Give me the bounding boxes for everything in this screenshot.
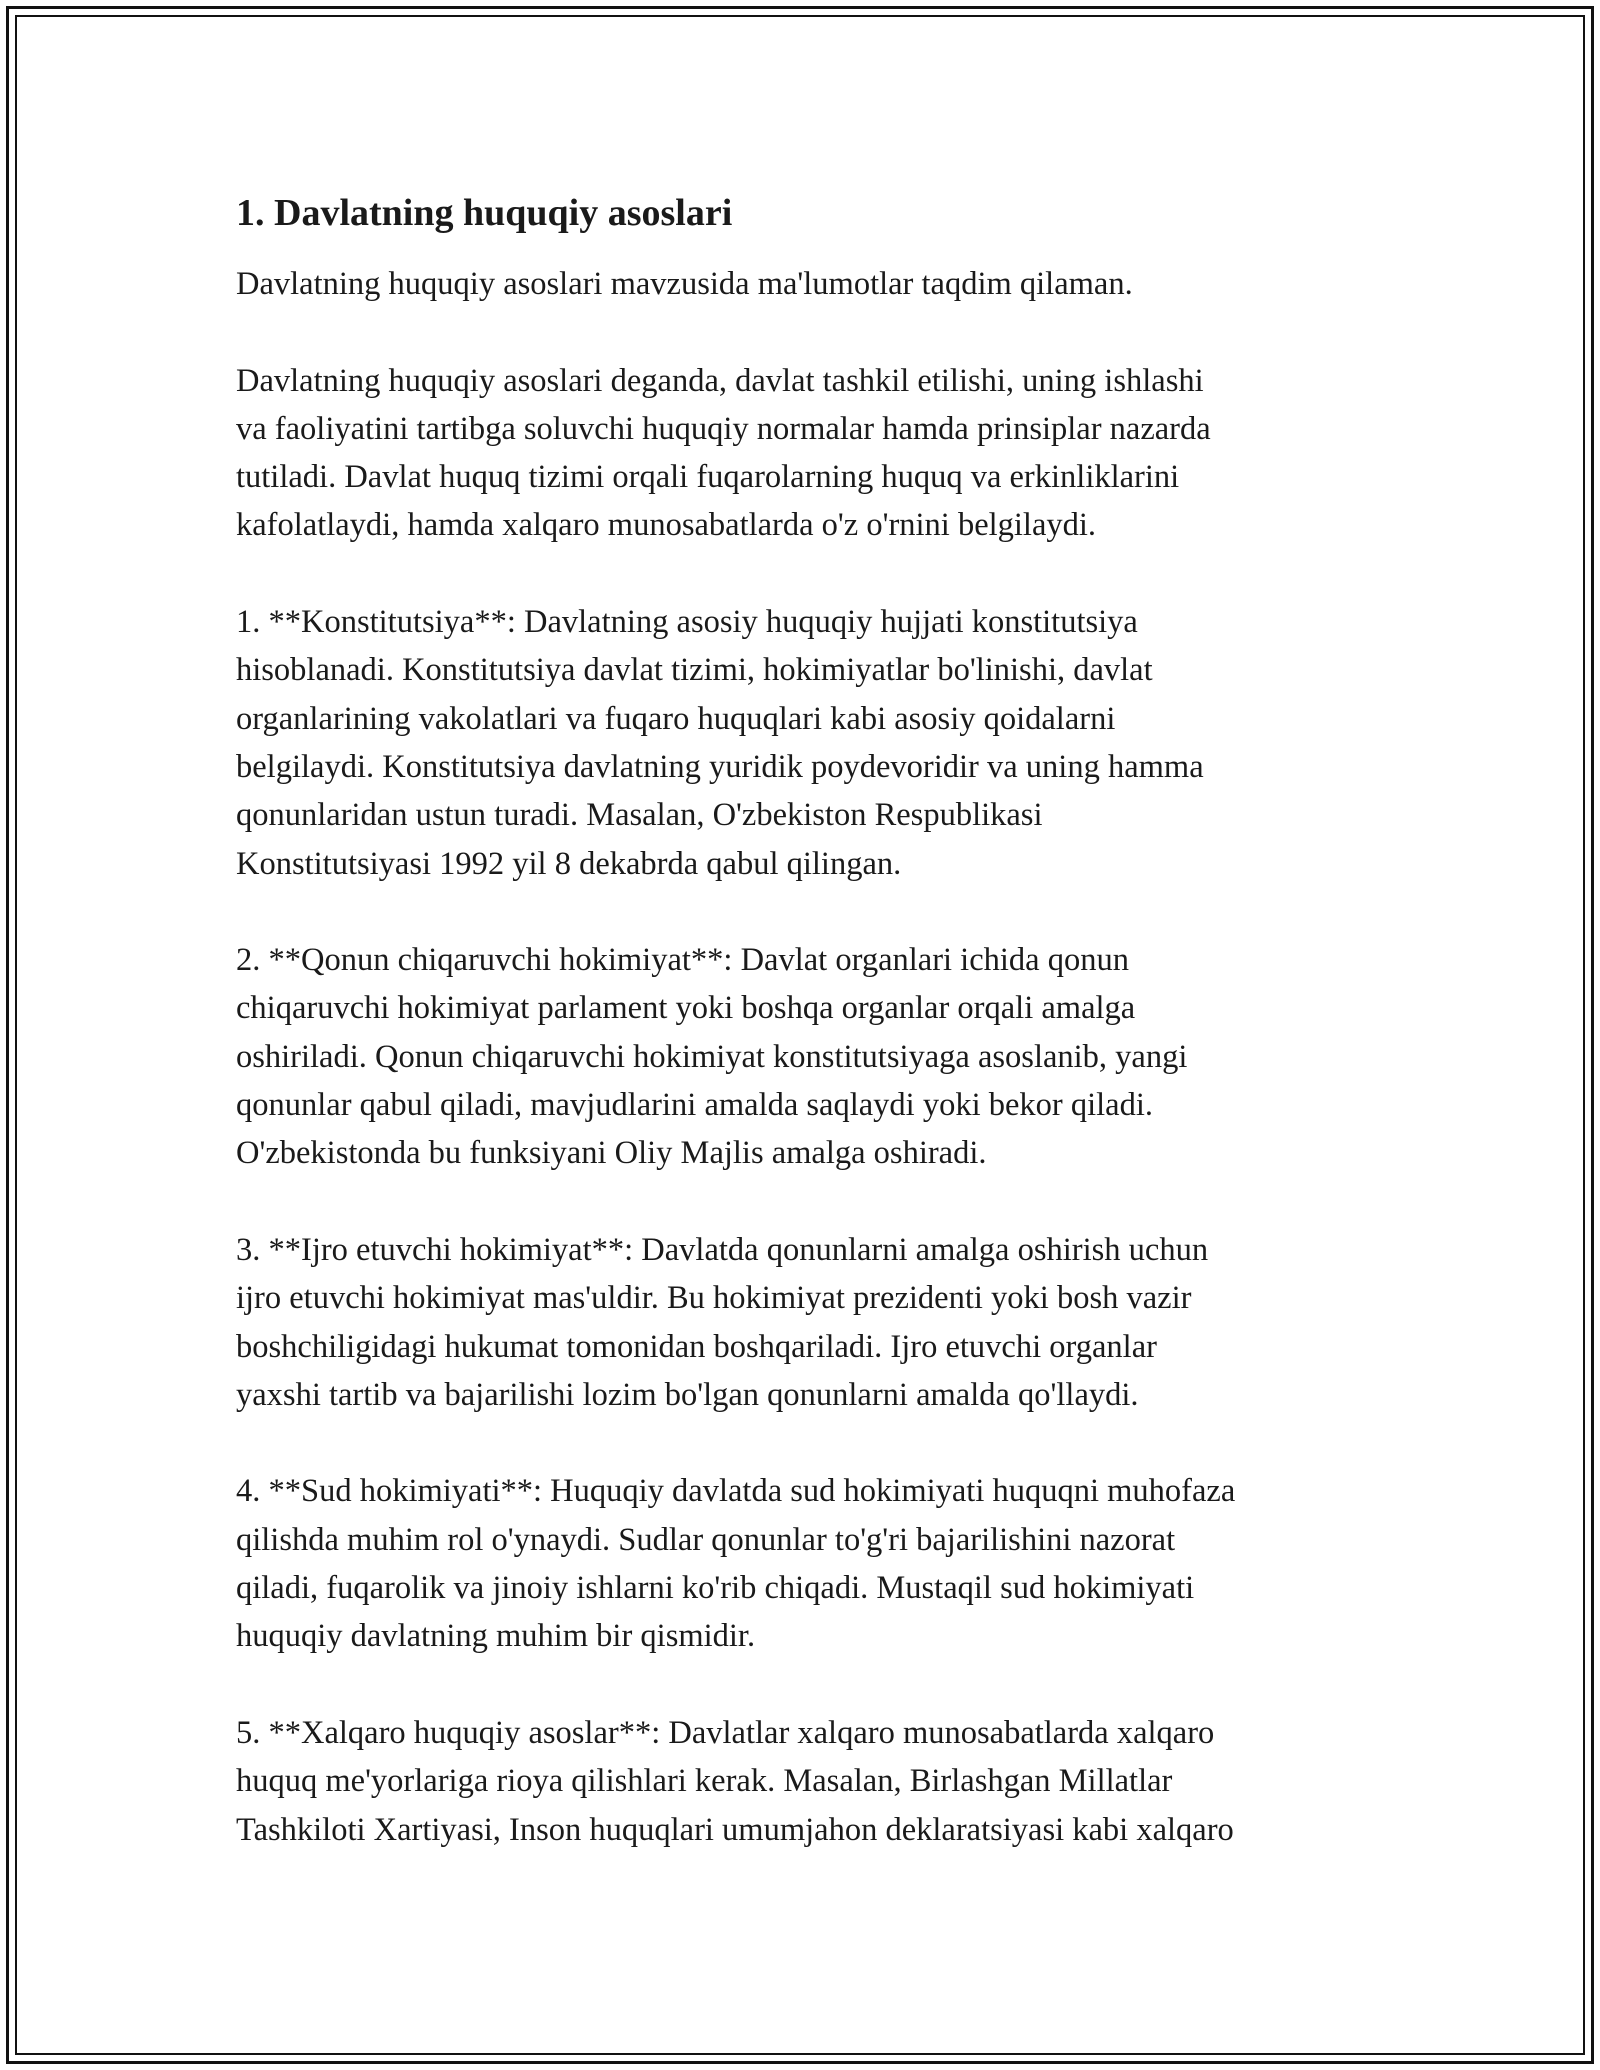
definition-paragraph: Davlatning huquqiy asoslari deganda, davlat tashkil etilishi, uning ishlashi va faoliyatini tartibga soluvchi huquqiy normalar hamda prinsiplar nazarda tutiladi. Davlat huquq tizimi orqali fuqarolarning huquq va erkinliklarini kafolatlaydi, hamda xalqaro munosabatlarda o'z o'rnini belgilaydi. bbox=[236, 362, 1211, 544]
judicial-paragraph: 4. **Sud hokimiyati**: Huquqiy davlatda sud hokimiyati huquqni muhofaza qilishda muhim rol o'ynaydi. Sudlar qonunlar to'g'ri bajarilishini nazorat qiladi, fuqarolik va jinoiy ishlarni ko'rib chiqadi. Mustaqil sud hokimiyati huquqiy davlatning muhim bir qismidir. bbox=[236, 1473, 1236, 1655]
document-body bbox=[236, 188, 1386, 1902]
constitution-paragraph: 1. **Konstitutsiya**: Davlatning asosiy huquqiy hujjati konstitutsiya hisoblanadi. Konstitutsiya davlat tizimi, hokimiyatlar bo'linishi, davlat organlarining vakolatlari va fuqaro huquqlari kabi asosiy qoidalarni belgilaydi. Konstitutsiya davlatning yuridik poydevoridir va uning hamma qonunlaridan ustun turadi. Masalan, O'zbekiston Respublikasi Konstitutsiyasi 1992 yil 8 dekabrda qabul qilingan. bbox=[236, 604, 1204, 882]
intro-paragraph: Davlatning huquqiy asoslari mavzusida ma'lumotlar taqdim qilaman. bbox=[236, 266, 1133, 302]
legislative-paragraph: 2. **Qonun chiqaruvchi hokimiyat**: Davlat organlari ichida qonun chiqaruvchi hokimiyat parlament yoki boshqa organlar orqali amalga oshiriladi. Qonun chiqaruvchi hokimiyat konstitutsiyaga asoslanib, yangi qonunlar qabul qiladi, mavjudlarini amalda saqlaydi yoki bekor qiladi. O'zbekistonda bu funksiyani Oliy Majlis amalga oshiradi. bbox=[236, 942, 1188, 1172]
international-paragraph: 5. **Xalqaro huquqiy asoslar**: Davlatlar xalqaro munosabatlarda xalqaro huquq me'yorlariga rioya qilishlari kerak. Masalan, Birlashgan Millatlar Tashkiloti Xartiyasi, Inson huquqlari umumjahon deklaratsiyasi kabi xalqaro bbox=[236, 1714, 1234, 1848]
document-title: 1. Davlatning huquqiy asoslari bbox=[236, 192, 733, 234]
executive-paragraph: 3. **Ijro etuvchi hokimiyat**: Davlatda qonunlarni amalga oshirish uchun ijro etuvchi hokimiyat mas'uldir. Bu hokimiyat prezidenti yoki bosh vazir boshchiligidagi hukumat tomonidan boshqariladi. Ijro etuvchi organlar yaxshi tartib va bajarilishi lozim bo'lgan qonunlarni amalda qo'llaydi. bbox=[236, 1231, 1209, 1413]
